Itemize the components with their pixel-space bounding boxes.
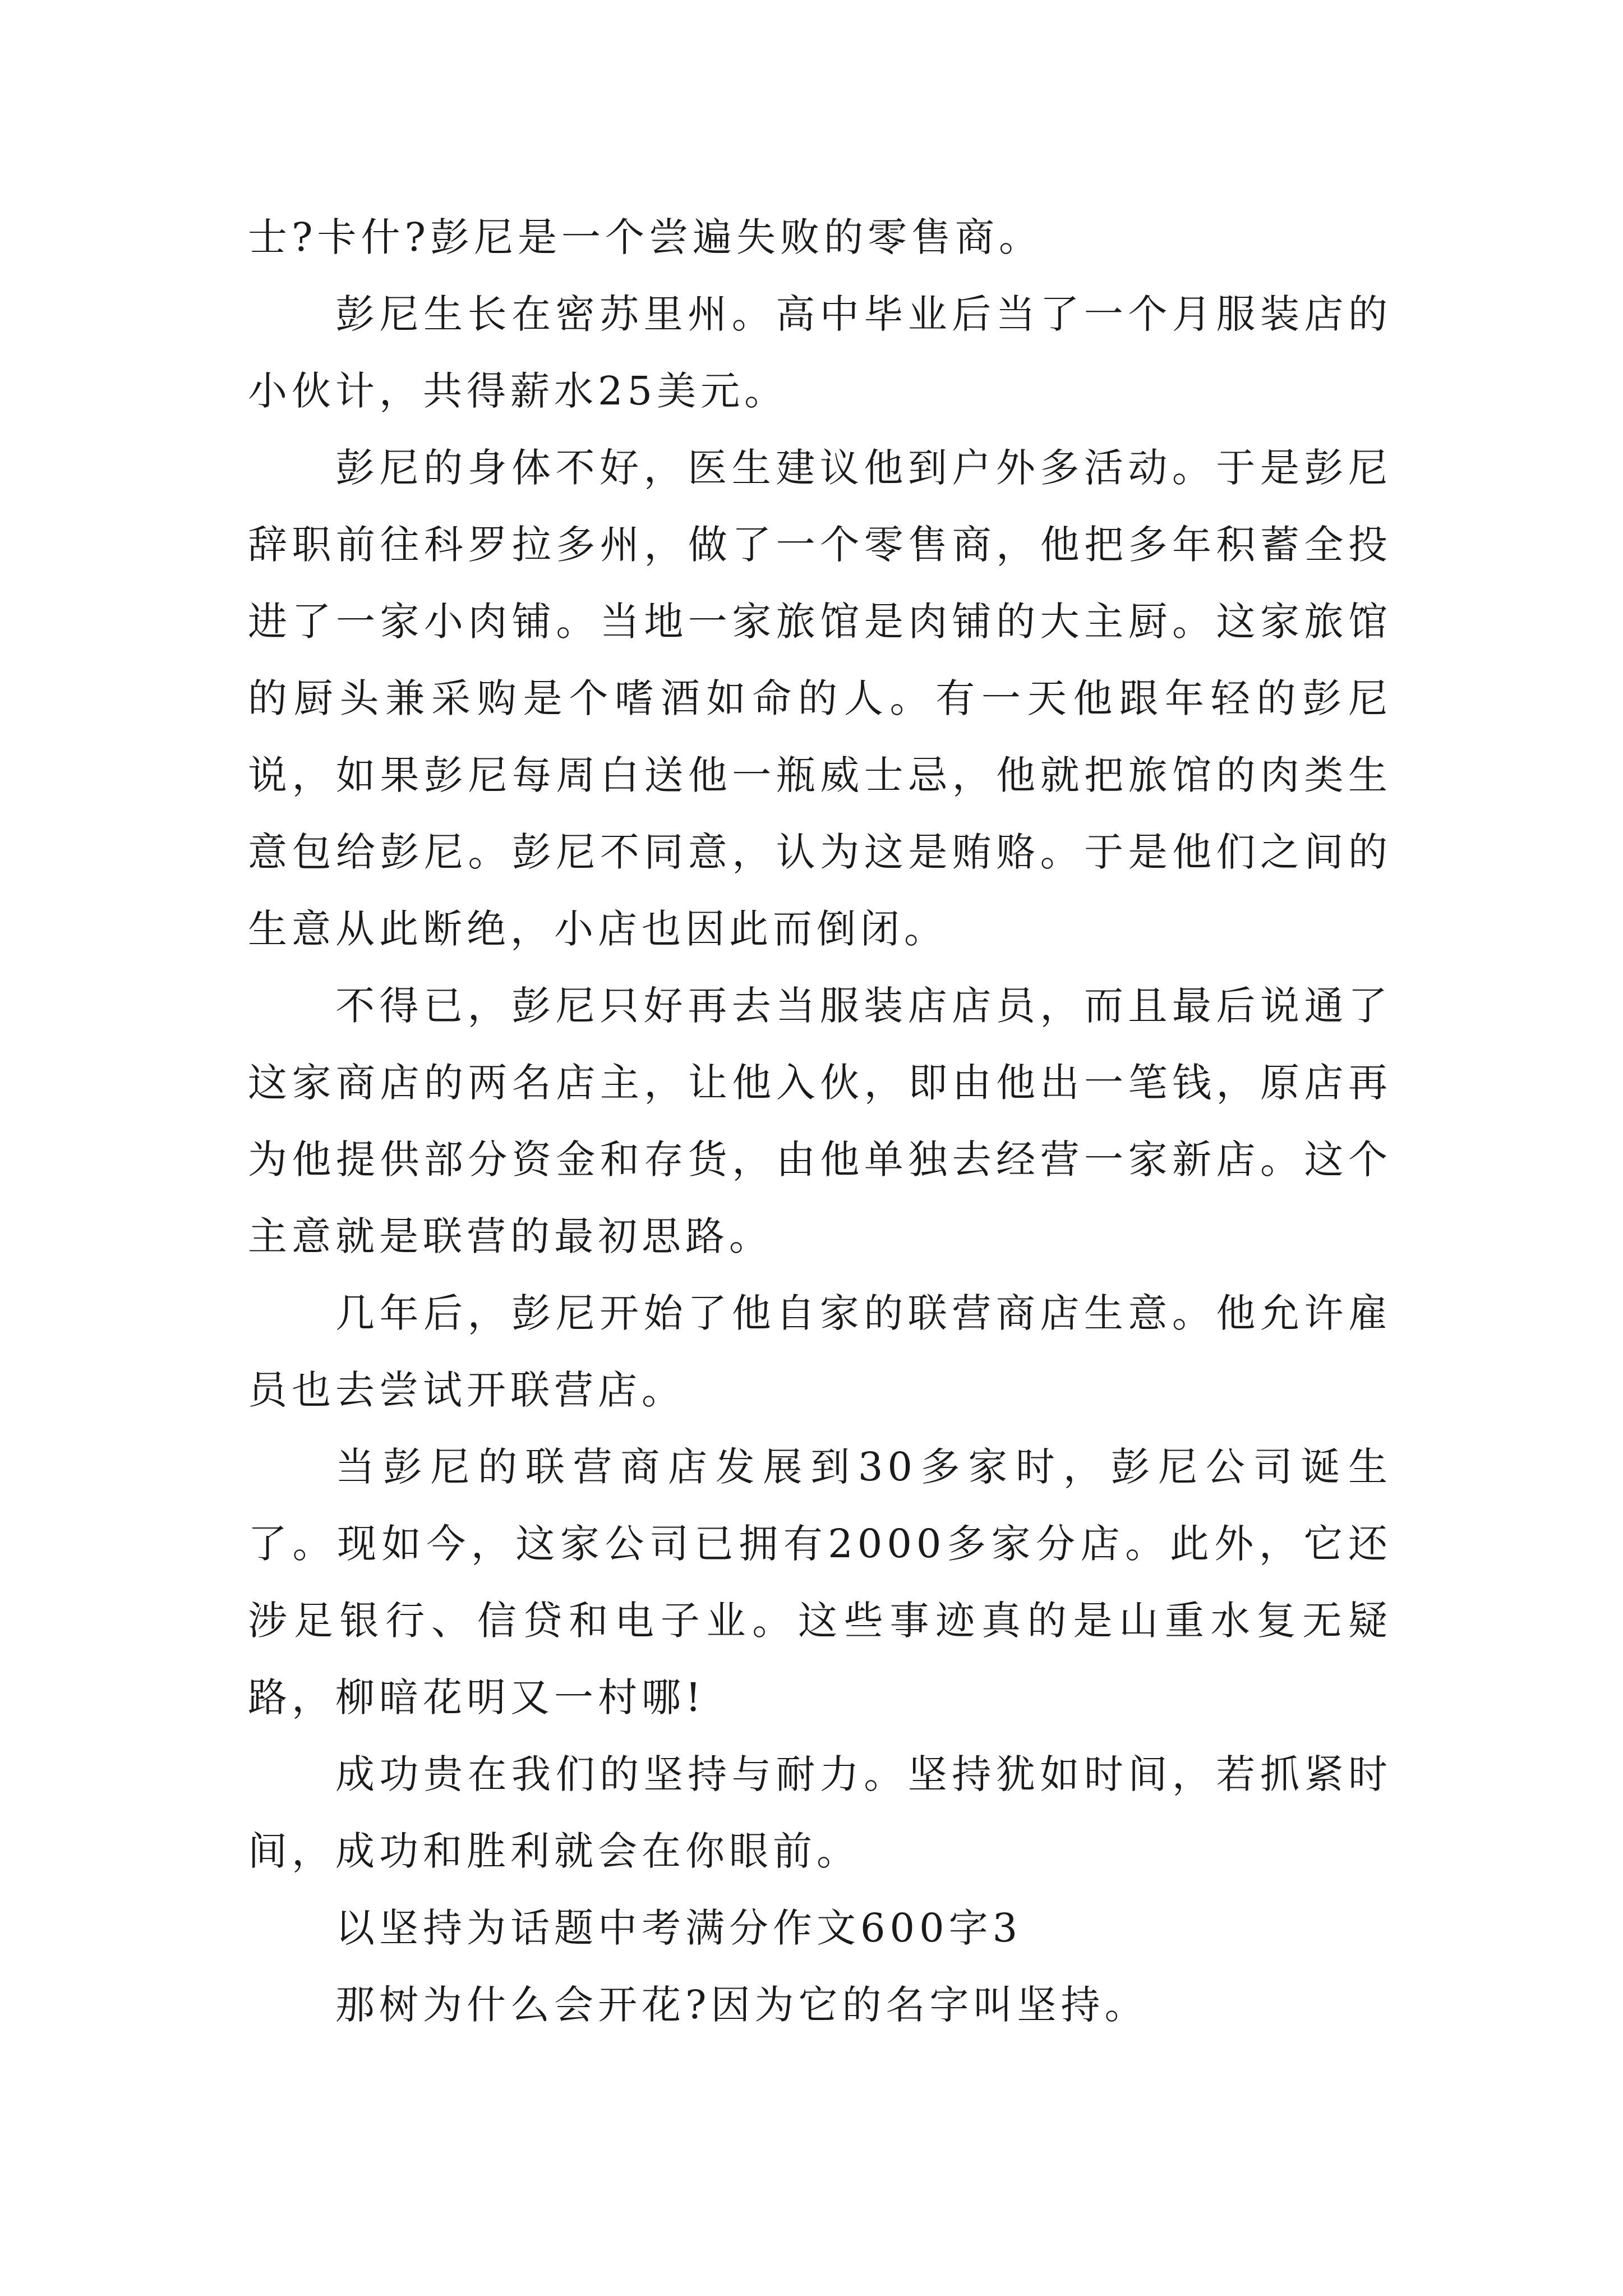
paragraph-1: 士?卡什?彭尼是一个尝遍失败的零售商。	[248, 214, 1043, 260]
paragraph-6: 当彭尼的联营商店发展到30多家时，彭尼公司诞生了。现如今，这家公司已拥有2000多家分店。此外，它还涉足银行、信贷和电子业。这些事迹真的是山重水复无疑路，柳暗花明又一村哪!	[248, 1444, 1392, 1720]
paragraph-5: 几年后，彭尼开始了他自家的联营商店生意。他允许雇员也去尝试开联营店。	[248, 1290, 1392, 1413]
paragraph-4: 不得已，彭尼只好再去当服装店店员，而且最后说通了这家商店的两名店主，让他入伙，即由他出一笔钱，原店再为他提供部分资金和存货，由他单独去经营一家新店。这个主意就是联营的最初思路。	[248, 983, 1392, 1259]
paragraph-3: 彭尼的身体不好，医生建议他到户外多活动。于是彭尼辞职前往科罗拉多州，做了一个零售商，他把多年积蓄全投进了一家小肉铺。当地一家旅馆是肉铺的大主厨。这家旅馆的厨头兼采购是个嗜酒如命的人。有一天他跟年轻的彭尼说，如果彭尼每周白送他一瓶威士忌，他就把旅馆的肉类生意包给彭尼。彭尼不同意，认为这是贿赂。于是他们之间的生意从此断绝，小店也因此而倒闭。	[248, 445, 1392, 952]
paragraph-8: 那树为什么会开花?因为它的名字叫坚持。	[335, 1982, 1149, 2028]
paragraph-7: 成功贵在我们的坚持与耐力。坚持犹如时间，若抓紧时间，成功和胜利就会在你眼前。	[248, 1751, 1392, 1874]
section-heading: 以坚持为话题中考满分作文600字3	[335, 1905, 1022, 1951]
document-body	[248, 199, 1392, 2044]
paragraph-2: 彭尼生长在密苏里州。高中毕业后当了一个月服装店的小伙计，共得薪水25美元。	[248, 291, 1392, 414]
